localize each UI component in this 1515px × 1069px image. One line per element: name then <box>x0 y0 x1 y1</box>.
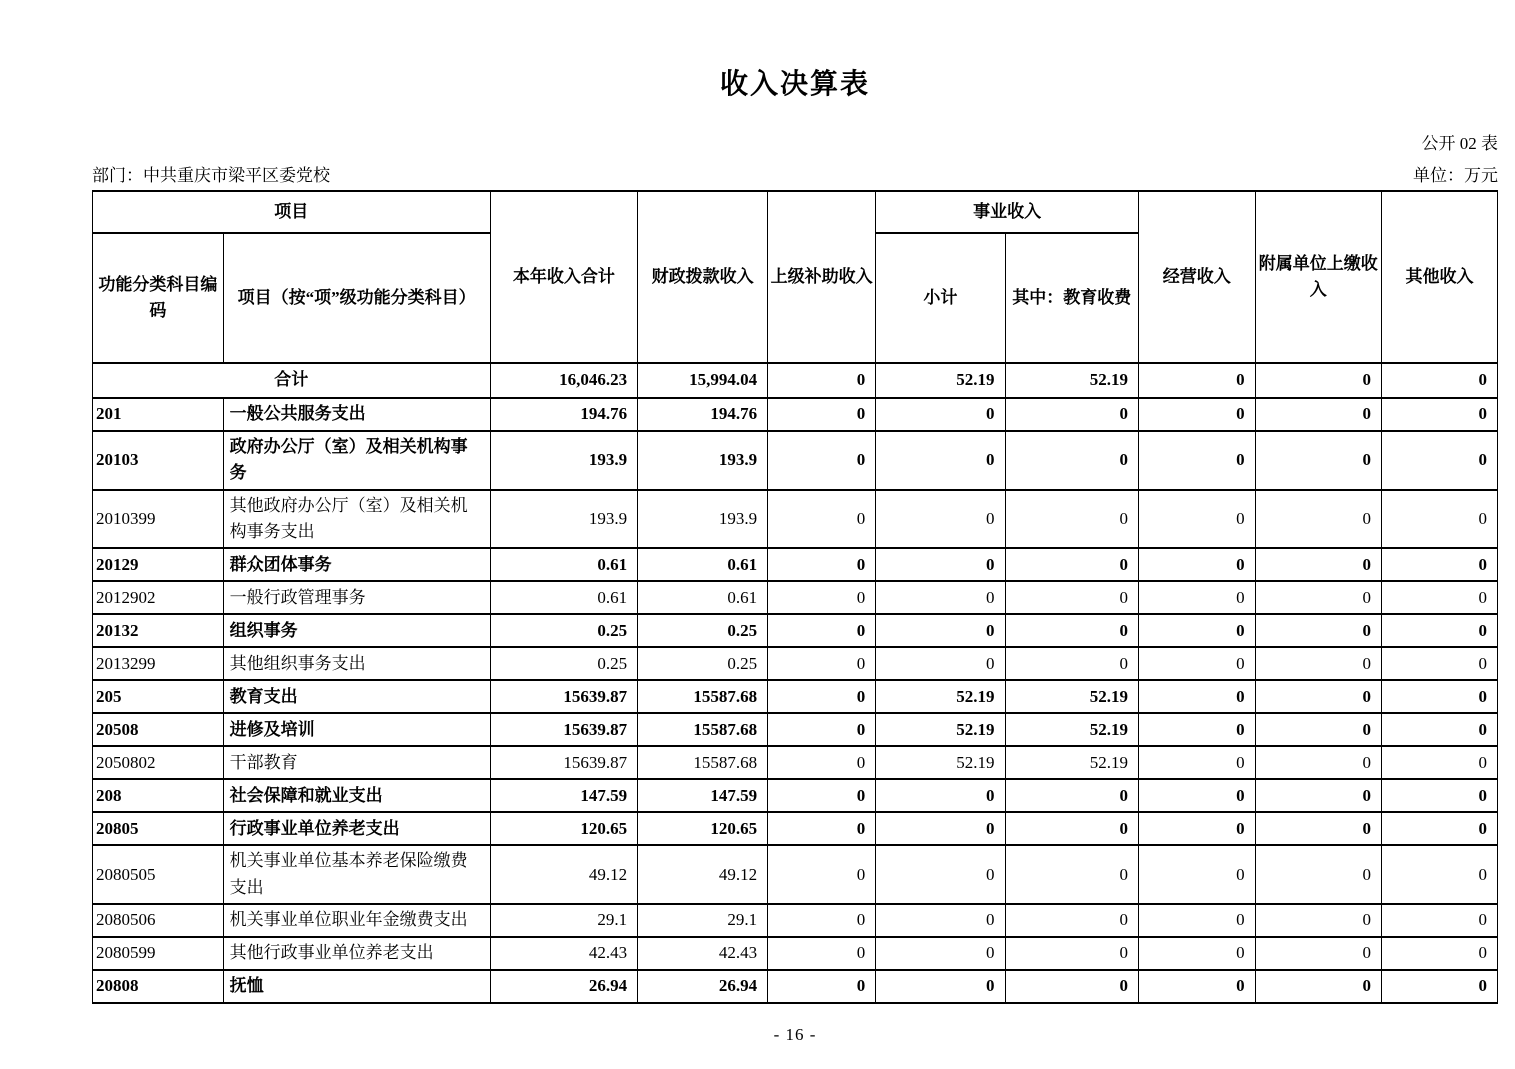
cell-value-4: 52.19 <box>1005 713 1138 746</box>
unit-label: 单位：万元 <box>1413 166 1498 185</box>
cell-value-7: 0 <box>1382 398 1498 431</box>
page-title: 收入决算表 <box>719 69 870 100</box>
department-label: 部门：中共重庆市梁平区委党校 <box>92 166 330 185</box>
cell-project-name: 机关事业单位基本养老保险缴费支出 <box>223 845 490 904</box>
cell-code: 20132 <box>93 614 224 647</box>
header-code: 功能分类科目编码 <box>93 233 224 363</box>
cell-value-0: 49.12 <box>490 845 638 904</box>
header-fiscal-income: 财政拨款收入 <box>638 191 768 363</box>
cell-value-7: 0 <box>1382 581 1498 614</box>
cell-value-4: 0 <box>1005 548 1138 581</box>
cell-value-0: 0.25 <box>490 647 638 680</box>
header-business-income-group: 事业收入 <box>876 191 1139 233</box>
cell-value-7: 0 <box>1382 680 1498 713</box>
cell-project-name: 社会保障和就业支出 <box>223 779 490 812</box>
cell-value-1: 26.94 <box>638 970 768 1003</box>
cell-project-name: 一般公共服务支出 <box>223 398 490 431</box>
cell-value-4: 0 <box>1005 490 1138 549</box>
cell-project-name: 群众团体事务 <box>223 548 490 581</box>
cell-value-2: 0 <box>768 779 876 812</box>
cell-value-3: 52.19 <box>876 746 1005 779</box>
cell-value-3: 0 <box>876 647 1005 680</box>
cell-value-4: 0 <box>1005 904 1138 937</box>
cell-project-name: 机关事业单位职业年金缴费支出 <box>223 904 490 937</box>
cell-value-0: 120.65 <box>490 812 638 845</box>
cell-value-5: 0 <box>1138 970 1255 1003</box>
table-row <box>93 845 1498 904</box>
cell-value-0: 193.9 <box>490 490 638 549</box>
cell-value-6: 0 <box>1255 812 1381 845</box>
table-row <box>93 746 1498 779</box>
cell-value-2: 0 <box>768 746 876 779</box>
cell-value-0: 15639.87 <box>490 680 638 713</box>
cell-value-7: 0 <box>1382 431 1498 490</box>
header-subtotal: 小计 <box>876 233 1005 363</box>
cell-value-6: 0 <box>1255 398 1381 431</box>
total-row <box>93 363 1498 398</box>
cell-value-3: 52.19 <box>876 713 1005 746</box>
cell-value-4: 0 <box>1005 845 1138 904</box>
cell-value-4: 0 <box>1005 431 1138 490</box>
cell-value-5: 0 <box>1138 548 1255 581</box>
cell-value-0: 15639.87 <box>490 746 638 779</box>
cell-value-3: 0 <box>876 845 1005 904</box>
table-row <box>93 398 1498 431</box>
cell-code: 20808 <box>93 970 224 1003</box>
cell-value-1: 0.61 <box>638 581 768 614</box>
cell-value-2: 0 <box>768 970 876 1003</box>
cell-value-1: 0.25 <box>638 647 768 680</box>
cell-value-6: 0 <box>1255 937 1381 970</box>
cell-value-1: 29.1 <box>638 904 768 937</box>
cell-value-0: 0.25 <box>490 614 638 647</box>
cell-value-0: 194.76 <box>490 398 638 431</box>
cell-value-2: 0 <box>768 680 876 713</box>
page-number: - 16 - <box>773 1025 817 1045</box>
cell-value-4: 0 <box>1005 812 1138 845</box>
header-education-fee: 其中：教育收费 <box>1005 233 1138 363</box>
cell-value-3: 0 <box>876 431 1005 490</box>
table-row <box>93 614 1498 647</box>
cell-value-1: 120.65 <box>638 812 768 845</box>
table-row <box>93 779 1498 812</box>
cell-value-4: 0 <box>1005 614 1138 647</box>
cell-project-name: 进修及培训 <box>223 713 490 746</box>
cell-value-5: 0 <box>1138 746 1255 779</box>
cell-value-2: 0 <box>768 904 876 937</box>
cell-value-0: 193.9 <box>490 431 638 490</box>
cell-value-7: 0 <box>1382 937 1498 970</box>
table-row <box>93 581 1498 614</box>
cell-value-4: 52.19 <box>1005 746 1138 779</box>
cell-value-5: 0 <box>1138 431 1255 490</box>
table-row <box>93 812 1498 845</box>
cell-value-2: 0 <box>768 845 876 904</box>
cell-value-7: 0 <box>1382 779 1498 812</box>
cell-value-1: 193.9 <box>638 431 768 490</box>
cell-value-0: 147.59 <box>490 779 638 812</box>
cell-value-6: 0 <box>1255 904 1381 937</box>
cell-value-5: 0 <box>1138 581 1255 614</box>
cell-value-6: 0 <box>1255 581 1381 614</box>
cell-project-name: 抚恤 <box>223 970 490 1003</box>
cell-code: 201 <box>93 398 224 431</box>
cell-value-5: 0 <box>1138 490 1255 549</box>
cell-value-5: 0 <box>1138 647 1255 680</box>
cell-code: 20103 <box>93 431 224 490</box>
cell-value-7: 0 <box>1382 713 1498 746</box>
cell-value-7: 0 <box>1382 746 1498 779</box>
cell-code: 2012902 <box>93 581 224 614</box>
cell-code: 2013299 <box>93 647 224 680</box>
table-row <box>93 680 1498 713</box>
cell-value-3: 0 <box>876 904 1005 937</box>
cell-value-1: 49.12 <box>638 845 768 904</box>
header-total-income: 本年收入合计 <box>490 191 638 363</box>
cell-value-3: 0 <box>876 779 1005 812</box>
document-content <box>92 0 1498 1045</box>
cell-project-name: 其他组织事务支出 <box>223 647 490 680</box>
total-value-3: 52.19 <box>876 363 1005 398</box>
total-row-label: 合计 <box>93 363 491 398</box>
cell-value-3: 0 <box>876 490 1005 549</box>
cell-project-name: 行政事业单位养老支出 <box>223 812 490 845</box>
cell-code: 20805 <box>93 812 224 845</box>
cell-project-name: 政府办公厅（室）及相关机构事务 <box>223 431 490 490</box>
cell-value-1: 194.76 <box>638 398 768 431</box>
cell-value-3: 0 <box>876 812 1005 845</box>
total-value-0: 16,046.23 <box>490 363 638 398</box>
cell-value-7: 0 <box>1382 970 1498 1003</box>
cell-value-7: 0 <box>1382 812 1498 845</box>
table-row <box>93 937 1498 970</box>
cell-value-7: 0 <box>1382 647 1498 680</box>
header-project-group: 项目 <box>93 191 491 233</box>
cell-value-2: 0 <box>768 812 876 845</box>
cell-code: 208 <box>93 779 224 812</box>
cell-value-5: 0 <box>1138 779 1255 812</box>
cell-value-1: 15587.68 <box>638 680 768 713</box>
cell-value-1: 15587.68 <box>638 713 768 746</box>
cell-value-3: 0 <box>876 970 1005 1003</box>
cell-value-7: 0 <box>1382 845 1498 904</box>
table-row <box>93 904 1498 937</box>
cell-value-2: 0 <box>768 614 876 647</box>
cell-code: 2080599 <box>93 937 224 970</box>
cell-value-6: 0 <box>1255 548 1381 581</box>
cell-value-0: 26.94 <box>490 970 638 1003</box>
cell-value-0: 29.1 <box>490 904 638 937</box>
cell-code: 2080505 <box>93 845 224 904</box>
cell-value-2: 0 <box>768 713 876 746</box>
header-affiliated-income: 附属单位上缴收入 <box>1255 191 1381 363</box>
cell-value-3: 0 <box>876 581 1005 614</box>
cell-value-6: 0 <box>1255 970 1381 1003</box>
cell-value-5: 0 <box>1138 845 1255 904</box>
cell-value-4: 0 <box>1005 937 1138 970</box>
cell-value-3: 52.19 <box>876 680 1005 713</box>
table-row <box>93 490 1498 549</box>
cell-value-5: 0 <box>1138 812 1255 845</box>
cell-value-5: 0 <box>1138 398 1255 431</box>
cell-value-2: 0 <box>768 581 876 614</box>
cell-value-4: 0 <box>1005 970 1138 1003</box>
cell-value-5: 0 <box>1138 680 1255 713</box>
cell-code: 2010399 <box>93 490 224 549</box>
cell-project-name: 组织事务 <box>223 614 490 647</box>
header-operating-income: 经营收入 <box>1138 191 1255 363</box>
header-superior-subsidy: 上级补助收入 <box>768 191 876 363</box>
cell-value-5: 0 <box>1138 904 1255 937</box>
total-value-7: 0 <box>1382 363 1498 398</box>
cell-value-6: 0 <box>1255 746 1381 779</box>
cell-value-6: 0 <box>1255 779 1381 812</box>
cell-value-6: 0 <box>1255 647 1381 680</box>
cell-value-7: 0 <box>1382 614 1498 647</box>
cell-value-1: 147.59 <box>638 779 768 812</box>
cell-value-1: 0.61 <box>638 548 768 581</box>
cell-value-6: 0 <box>1255 713 1381 746</box>
cell-value-0: 15639.87 <box>490 713 638 746</box>
cell-value-4: 0 <box>1005 581 1138 614</box>
table-number-label: 公开 02 表 <box>1421 134 1498 153</box>
cell-project-name: 干部教育 <box>223 746 490 779</box>
cell-code: 2080506 <box>93 904 224 937</box>
cell-project-name: 其他政府办公厅（室）及相关机构事务支出 <box>223 490 490 549</box>
total-value-1: 15,994.04 <box>638 363 768 398</box>
total-value-6: 0 <box>1255 363 1381 398</box>
cell-value-4: 0 <box>1005 779 1138 812</box>
table-row <box>93 548 1498 581</box>
cell-value-6: 0 <box>1255 845 1381 904</box>
cell-value-4: 0 <box>1005 398 1138 431</box>
cell-project-name: 教育支出 <box>223 680 490 713</box>
cell-value-6: 0 <box>1255 614 1381 647</box>
cell-value-5: 0 <box>1138 937 1255 970</box>
cell-value-1: 0.25 <box>638 614 768 647</box>
cell-value-6: 0 <box>1255 431 1381 490</box>
cell-value-2: 0 <box>768 647 876 680</box>
cell-value-2: 0 <box>768 398 876 431</box>
meta-row <box>92 161 1498 186</box>
cell-value-7: 0 <box>1382 904 1498 937</box>
cell-value-3: 0 <box>876 398 1005 431</box>
table-body <box>93 363 1498 1003</box>
cell-code: 20129 <box>93 548 224 581</box>
cell-value-5: 0 <box>1138 713 1255 746</box>
cell-value-6: 0 <box>1255 490 1381 549</box>
cell-code: 205 <box>93 680 224 713</box>
header-project-item: 项目（按“项”级功能分类科目） <box>223 233 490 363</box>
cell-project-name: 其他行政事业单位养老支出 <box>223 937 490 970</box>
cell-value-0: 0.61 <box>490 581 638 614</box>
cell-value-4: 0 <box>1005 647 1138 680</box>
cell-value-2: 0 <box>768 548 876 581</box>
cell-value-1: 193.9 <box>638 490 768 549</box>
cell-value-7: 0 <box>1382 548 1498 581</box>
header-other-income: 其他收入 <box>1382 191 1498 363</box>
cell-value-5: 0 <box>1138 614 1255 647</box>
cell-value-4: 52.19 <box>1005 680 1138 713</box>
cell-value-3: 0 <box>876 548 1005 581</box>
table-row <box>93 647 1498 680</box>
cell-value-7: 0 <box>1382 490 1498 549</box>
cell-value-2: 0 <box>768 937 876 970</box>
cell-value-1: 42.43 <box>638 937 768 970</box>
cell-code: 20508 <box>93 713 224 746</box>
cell-value-0: 42.43 <box>490 937 638 970</box>
cell-value-0: 0.61 <box>490 548 638 581</box>
total-value-4: 52.19 <box>1005 363 1138 398</box>
cell-project-name: 一般行政管理事务 <box>223 581 490 614</box>
cell-code: 2050802 <box>93 746 224 779</box>
total-value-2: 0 <box>768 363 876 398</box>
cell-value-2: 0 <box>768 431 876 490</box>
cell-value-1: 15587.68 <box>638 746 768 779</box>
table-row <box>93 431 1498 490</box>
cell-value-3: 0 <box>876 937 1005 970</box>
table-row <box>93 970 1498 1003</box>
cell-value-6: 0 <box>1255 680 1381 713</box>
table-header <box>93 191 1498 363</box>
header-row-1 <box>93 191 1498 233</box>
cell-value-3: 0 <box>876 614 1005 647</box>
income-statement-table <box>92 190 1498 1004</box>
table-row <box>93 713 1498 746</box>
cell-value-2: 0 <box>768 490 876 549</box>
total-value-5: 0 <box>1138 363 1255 398</box>
